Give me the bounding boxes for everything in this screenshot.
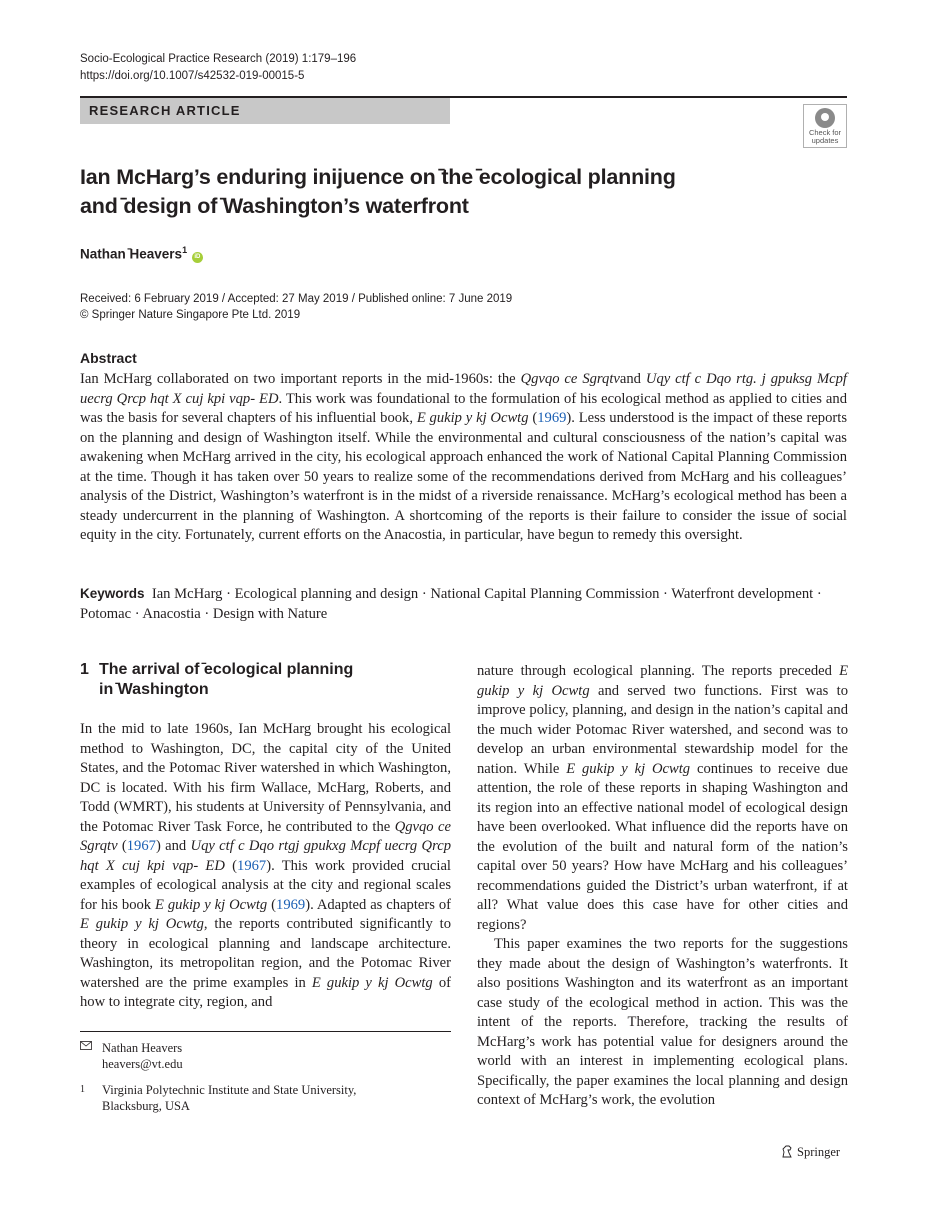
citation-link[interactable]: 1969 [276,896,306,913]
author-name[interactable]: Nathan ̄Heavers [80,246,183,262]
doi-link[interactable]: https://doi.org/10.1007/s42532-019-00015-5 [80,70,305,82]
corresponding-author [80,1040,451,1072]
citation-link[interactable]: 1967 [126,838,156,854]
section-heading: 1 The arrival of ̄ecological planning in ̄Washington [80,661,354,698]
publication-dates [80,291,512,323]
affiliation-mark: 1 [80,1084,85,1095]
section-number: 1 [80,661,89,678]
contact-email[interactable]: heavers@vt.edu [102,1057,183,1071]
citation-link[interactable]: 1969 [537,410,567,426]
article-title: Ian McHarg’s enduring inijuence on ̄the ̄ecological planning and ̄design of ̄Washington’s waterfront [80,165,676,218]
publisher-name: Springer [797,1145,841,1159]
article-type-bar [80,96,847,124]
paragraph: nature through ecological planning. The reports preceded E gukip y kj Ocwtg and served two functions. First was to improve policy, planning, and design in the nation’s capital and the much wider Potomac River watershed, and second was to develop an urban environmental stewardship model for the nation. While E gukip y kj Ocwtg continues to receive due attention, the role of these reports in shaping Washington and its region into an effective national model of ecological design have been overlooked. What influence did the reports have on the evolution of the built and natural form of the nation’s capital over 50 years? How have McHarg and his colleagues’ recommendations guided the District’s urban waterfront, if at all? What value does this case have for other cities and regions? [477,663,848,933]
left-column-body: In the mid to late 1960s, Ian McHarg brought his ecological method to Washington, DC, the capital city of the United States, and the Potomac River watershed in which Washington, DC is located. With his firm Wallace, McHarg, Roberts, and Todd (WMRT), his students at University of Pennsylvania, and the Potomac River Task Force, he contributed to the Qgvqo ce Sgrqtv (1967) and Uqy ctf c Dqo rtgj gpukxg Mcpf uecrg Qrcp hqt X cuj kpi vqp- ED (1967). This work provided crucial examples of ecological analysis at the city and regional scales for his book E gukip y kj Ocwtg (1969). Adapted as chapters of E gukip y kj Ocwtg, the reports contributed significantly to theory in ecological planning and landscape architecture. Washington, its metropolitan region, and the Potomac River watershed are the prime examples in E gukip y kj Ocwtg of how to integrate city, region, and [80,721,452,1010]
footnote-rule [80,1031,451,1032]
history-dates: Received: 6 February 2019 / Accepted: 27 May 2019 / Published online: 7 June 2019 [80,293,513,305]
citation-link[interactable]: 1967 [237,857,267,874]
paragraph: This paper examines the two reports for the suggestions they made about the design of Washington’s waterfronts. It also positions Washington and its waterfront as an important case study of the ecological method in action. This was the intent of the reports. Therefore, tracking the results of McHarg’s work has potential value for designers around the world with an interest in implementing ecological plans. Specifically, the paper examines the local planning and design context of McHarg’s work, the evolution [477,936,848,1108]
check-for-updates-badge[interactable]: Check for updates [803,104,847,148]
journal-header [80,51,356,85]
contact-name: Nathan Heavers [102,1041,183,1055]
keywords [80,584,847,624]
abstract-heading: Abstract [80,350,137,366]
abstract-text: Ian McHarg collaborated on two important reports in the mid-1960s: the Qgvqo ce Sgrqtvand Uqy ctf c Dqo rtg. j gpuksg Mcpf uecrg Qrcp hqt X cuj kpi vqp- ED. This work was foundational to the formulation of his ecological method as applied to cities and was the basis for several chapters of his influential book, E gukip y kj Ocwtg (1969). Less understood is the impact of these reports on the planning and design of Washington itself. While the environmental and cultural consciousness of the nation’s capital was awakening when McHarg arrived in the city, his ecological approach enhanced the work of National Capital Planning Commission at the time. Though it has taken over 50 years to realize some of the recommendations derived from McHarg and his colleagues’ analysis of the District, Washington’s waterfront is in the midst of a riverside renaissance. McHarg’s ecological method has been a steady undercurrent in the planning of Washington. A shortcoming of the reports is their failure to consider the issue of social equity in the city. Fortunately, current efforts on the Anacostia, in particular, have begun to remedy this oversight. [80,371,847,543]
article-type-label: RESEARCH ARTICLE [80,98,450,124]
springer-horse-icon [781,1145,793,1158]
orcid-icon[interactable]: iD [192,252,203,263]
envelope-icon [80,1040,92,1056]
keywords-list: Ian McHarg · Ecological planning and design · National Capital Planning Commission · Waterfront development · Potomac · Anacostia · Design with Nature [80,586,822,622]
author-affiliation-mark: 1 [182,245,188,255]
footnotes [80,1040,451,1124]
journal-citation: Socio-Ecological Practice Research (2019) 1:179–196 [80,53,357,65]
author-line [80,245,203,263]
right-column-body [477,662,848,1111]
affiliation: 1 Virginia Polytechnic Institute and State University, Blacksburg, USA [80,1083,357,1113]
copyright-notice: © Springer Nature Singapore Pte Ltd. 2019 [80,309,301,321]
check-for-updates-icon [815,108,835,128]
keywords-label: Keywords [80,586,145,601]
publisher-logo [781,1145,840,1160]
